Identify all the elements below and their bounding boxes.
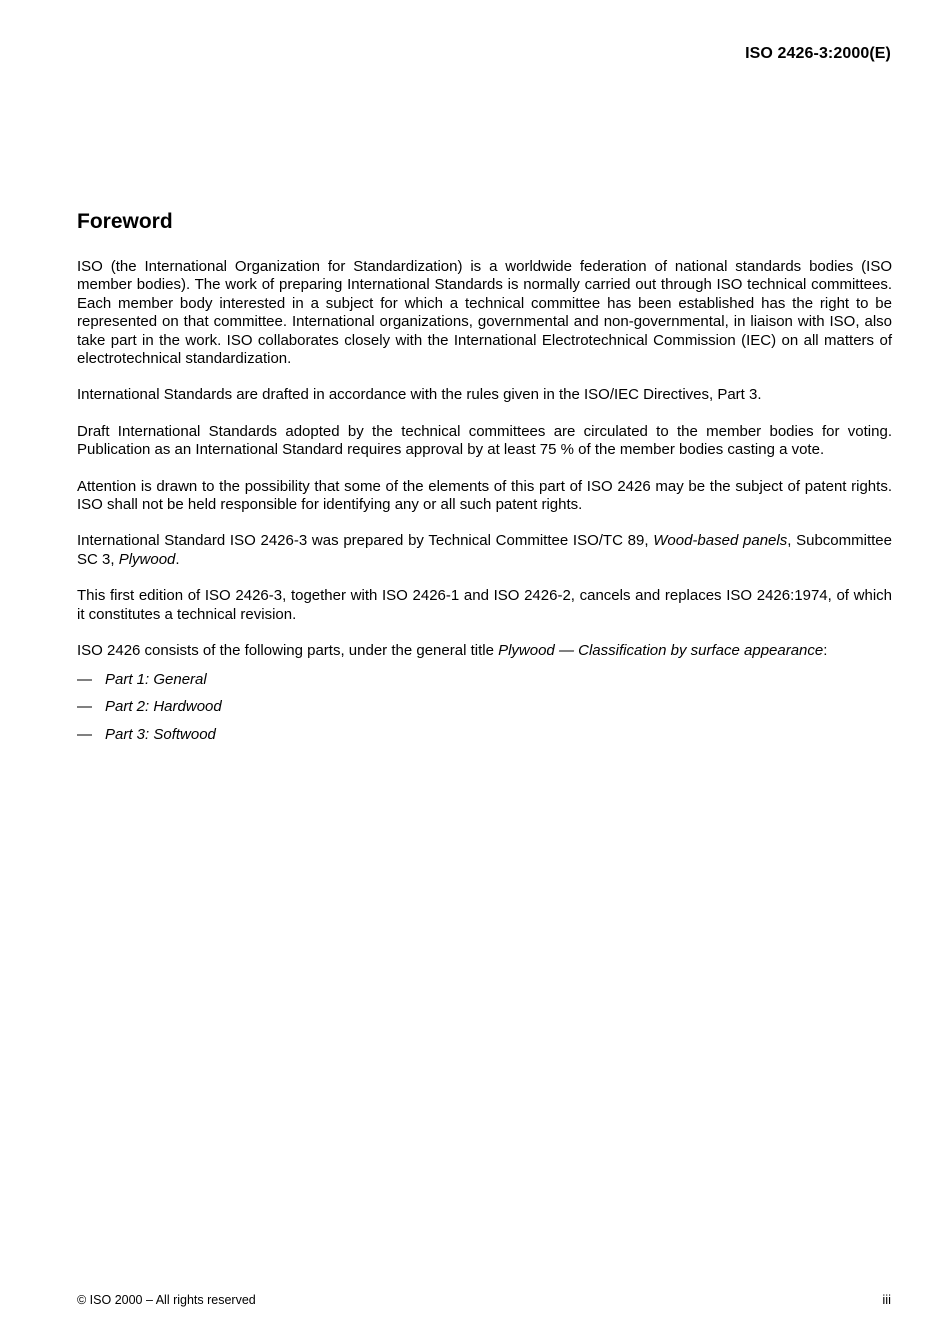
foreword-section <box>77 210 892 754</box>
p7-text-c: : <box>823 642 828 660</box>
part-label: Part 2: Hardwood <box>105 698 222 716</box>
list-dash: — <box>77 726 92 744</box>
p5-subcommittee-title: Plywood <box>118 550 176 568</box>
page-number: iii <box>882 1292 891 1307</box>
list-dash: — <box>77 670 92 688</box>
p7-general-title: Plywood — Classification by surface appearance <box>498 642 824 660</box>
p5-text-a: International Standard ISO 2426-3 was prepared by Technical Committee ISO/TC 89, <box>77 532 654 550</box>
p7-text-a: ISO 2426 consists of the following parts, under the general title <box>77 642 499 660</box>
part-label: Part 3: Softwood <box>105 726 216 744</box>
parts-list <box>77 671 892 745</box>
foreword-paragraph-1: ISO (the International Organization for Standardization) is a worldwide federation of national standards bodies (ISO member bodies). The work of preparing International Standards is normally carried out through ISO technical committees. Each member body interested in a subject for which a technical committee has been established has the right to be represented on that committee. International organizations, governmental and non-governmental, in liaison with ISO, also take part in the work. ISO collaborates closely with the International Electrotechnical Commission (IEC) on all matters of electrotechnical standardization. <box>77 258 892 368</box>
document-identifier: ISO 2426-3:2000(E) <box>745 45 891 62</box>
foreword-paragraph-7 <box>77 642 892 660</box>
list-dash: — <box>77 698 92 716</box>
foreword-paragraph-6: This first edition of ISO 2426-3, together with ISO 2426-1 and ISO 2426-2, cancels and replaces ISO 2426:1974, of which it constitutes a technical revision. <box>77 587 892 623</box>
foreword-paragraph-5 <box>77 532 892 569</box>
part-label: Part 1: General <box>105 670 207 688</box>
p5-text-c: , Subcommittee SC 3, <box>77 532 892 568</box>
list-item <box>77 671 892 689</box>
list-item <box>77 698 892 716</box>
list-item <box>77 726 892 744</box>
foreword-heading: Foreword <box>77 210 173 233</box>
p5-committee-title: Wood-based panels <box>653 532 788 550</box>
foreword-paragraph-4: Attention is drawn to the possibility that some of the elements of this part of ISO 2426 may be the subject of patent rights. ISO shall not be held responsible for identifying any or all such patent rights. <box>77 477 892 514</box>
foreword-paragraph-2: International Standards are drafted in accordance with the rules given in the ISO/IEC Directives, Part 3. <box>77 386 762 404</box>
copyright-notice: © ISO 2000 – All rights reserved <box>77 1293 256 1307</box>
foreword-paragraph-3: Draft International Standards adopted by the technical committees are circulated to the member bodies for voting. Publication as an International Standard requires approval by at least 75 % of the member bodies casting a vote. <box>77 422 892 459</box>
p5-text-e: . <box>175 550 180 568</box>
